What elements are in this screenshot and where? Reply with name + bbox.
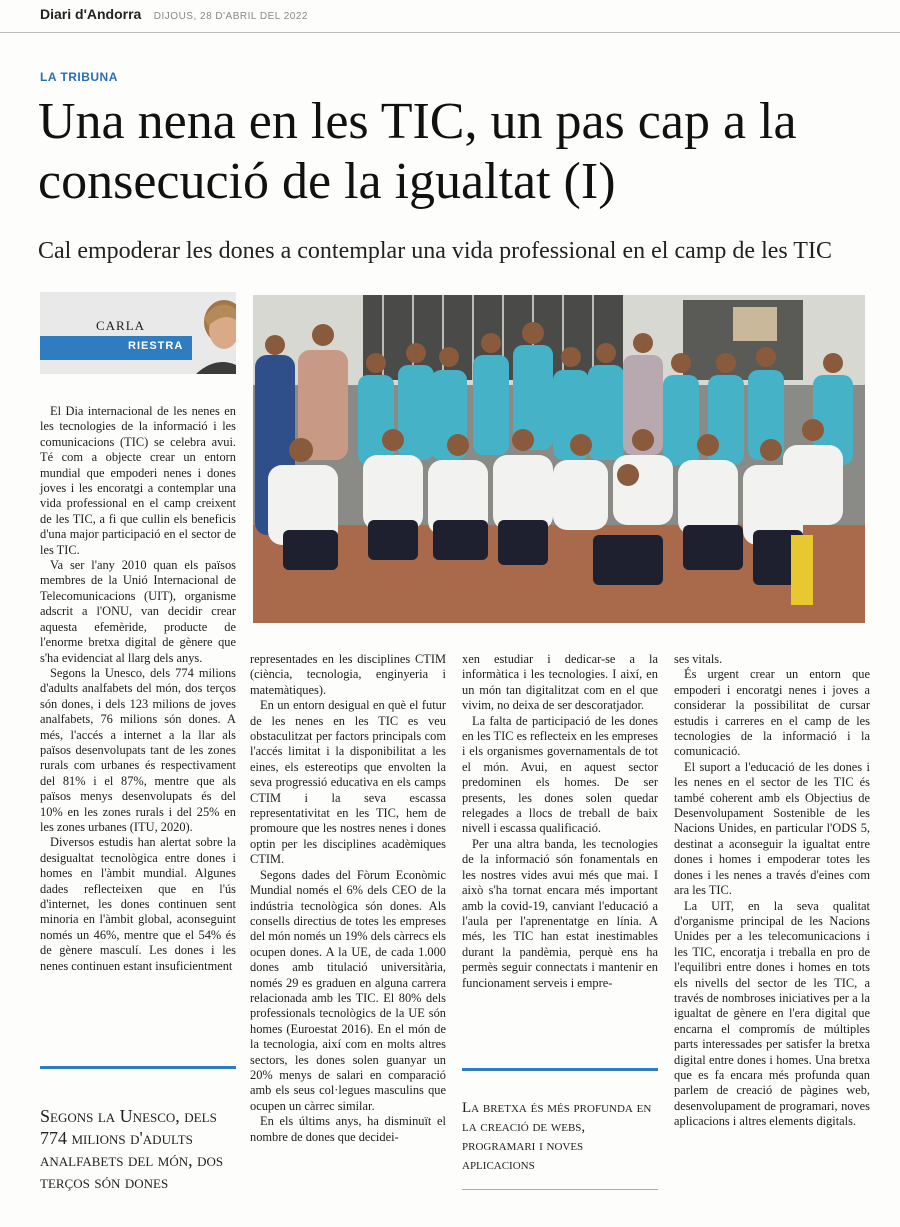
pull-quote-unesco: Segons la Unesco, dels 774 milions d'adults analfabets del món, dos terços són dones <box>40 1066 236 1193</box>
section-label: LA TRIBUNA <box>40 70 118 84</box>
issue-date: DIJOUS, 28 D'ABRIL DEL 2022 <box>153 11 308 22</box>
paragraph: Va ser l'any 2010 quan els països membres de la Unió Internacional de Telecomunicacions (UIT), organisme adscrit a l'ONU, van decidir crear aquesta efemèride, producte de l'enorme bretxa digital de gènere que s'ha evidenciat al llarg dels anys. <box>40 558 236 665</box>
group-photo <box>253 295 865 623</box>
paragraph: Per una altra banda, les tecnologies de la informació són fonamentals en les nostres vides avui més que mai. I això s'ha tornat encara més important amb la covid-19, canviant l'educació a l'aula per l'aprenentatge en línia. A més, les TIC han estat inestimables durant la pandèmia, perquè ens ha permès seguir connectats i mantenir en funcionament serveis i empre- <box>462 836 658 990</box>
column-1 <box>40 404 236 974</box>
paragraph: Segons dades del Fòrum Econòmic Mundial només el 6% dels CEO de la indústria tecnològica són dones. Als consells directius de totes les empreses del món només un 19% dels càrrecs els ocupen dones. A la UE, de cada 1.000 dones amb titulació universitària, només 29 es graduen en alguna carrera relacionada amb les TIC. El 80% dels professionals tecnològics de la UE són homes (Euroestat 2016). En el món de la tecnologia, així com en molts altres sectors, les dones solen guanyar un 20% menys de salari en comparació amb els seus col·legues masculins que ocupen un càrrec similar. <box>250 867 446 1113</box>
brand-name: Diari d'Andorra <box>40 6 142 22</box>
paragraph: xen estudiar i dedicar-se a la informàtica i les tecnologies. I així, en un món tan digitalitzat com en el que vivim, no deixa de ser descoratjador. <box>462 652 658 713</box>
author-portrait <box>192 292 236 374</box>
column-3 <box>462 652 658 991</box>
paragraph: La falta de participació de les dones en les TIC es reflecteix en les empreses i els organismes governamentals de tot el món. Avui, en aquest sector predominen els homes. De ser presents, les dones solen quedar relegades a llocs de treball de baix nivell i escassa qualificació. <box>462 713 658 836</box>
paragraph: El Dia internacional de les nenes en les tecnologies de la informació i les comunicacions (TIC) se celebra avui. Té com a objecte crear un entorn mundial que empoderi nenes i dones joves i les encoratgi a contemplar una vida professional en el camp creixent de les TIC, a fi que cullin els beneficis d'una major participació en el sector de les TIC. <box>40 404 236 557</box>
author-last-name: RIESTRA <box>128 340 184 352</box>
article-subtitle: Cal empoderar les dones a contemplar una vida professional en el camp de les TIC <box>38 238 832 264</box>
paragraph: Diversos estudis han alertat sobre la desigualtat tecnològica entre dones i homes en l'àmbit mundial. Algunes dades reflecteixen que en l'ús d'internet, les dones continuen sent minoria en l'àmbit global, aconseguint només un 46%, mentre que el 54% és de gènere masculí. Les dones i les nenes continuen estant insuficientment <box>40 835 236 973</box>
paragraph: La UIT, en la seva qualitat d'organisme principal de les Nacions Unides per a les telecomunicacions i les TIC, encoratja i treballa en pro de l'equilibri entre dones i homes en tots els nivells del sector de les TIC, a través de nombroses iniciatives per a la igualtat de gènere en l'era digital que encarna el compromís de múltiples parts interessades per satisfer la bretxa digital entre dones i homes. Una bretxa que es fa encara més profunda quan parlem de creació de pàgines web, desenvolupament de programari, noves aplicacions i altres elements digitals. <box>674 898 870 1129</box>
column-2 <box>250 652 446 1145</box>
divider <box>462 1189 658 1190</box>
pull-quote-bretxa <box>462 1068 658 1190</box>
top-rule <box>0 32 900 33</box>
paragraph: ses vitals. <box>674 652 723 666</box>
article-title: Una nena en les TIC, un pas cap a la consecució de la igualtat (I) <box>38 93 797 210</box>
paragraph: En els últims anys, ha disminuït el nombre de dones que decidei- <box>250 1114 446 1144</box>
paragraph: En un entorn desigual en què el futur de les nenes en les TIC es veu obstaculitzat per factors principals com l'accés limitat i la disponibilitat a les eines, els estereotips que envolten la seva progressió educativa en els camps CTIM i la seva escassa representativitat en les TIC, hem de promoure que les nostres nenes i dones optin per les disciplines acadèmiques CTIM. <box>250 698 446 867</box>
paragraph: Segons la Unesco, dels 774 milions d'adults analfabets del món, dos terços són dones, i dels 123 milions de joves analfabets, 76 milions són dones. A més, l'accés a internet a la llar als països desenvolupats tant de les zones rurals com urbanes és respectivament del 81% i el 87%, mentre que als països menys desenvolupats és del 10% en les zones rurals i del 25% en les zones urbanes (ITU, 2020). <box>40 665 236 834</box>
masthead <box>40 6 308 24</box>
author-box <box>40 292 236 374</box>
pull-quote-text: La bretxa és més profunda en la creació de webs, programari i noves aplicacions <box>462 1100 652 1173</box>
paragraph: representades en les disciplines CTIM (ciència, tecnologia, enginyeria i matemàtiques). <box>250 652 446 697</box>
author-first-name: CARLA <box>96 318 146 333</box>
column-4 <box>674 652 870 1130</box>
paragraph: El suport a l'educació de les dones i les nenes en el sector de les TIC és també coherent amb els Objectius de Desenvolupament Sostenible de les Nacions Unides, en particular l'ODS 5, destinat a aconseguir la igualtat entre dones i homes i empoderar totes les dones i les nenes a través d'eines com ara les TIC. <box>674 759 870 898</box>
paragraph: És urgent crear un entorn que empoderi i encoratgi nenes i joves a considerar la possibilitat de cursar estudis i carreres en el camp de les tecnologies de la informació i la comunicació. <box>674 667 870 759</box>
